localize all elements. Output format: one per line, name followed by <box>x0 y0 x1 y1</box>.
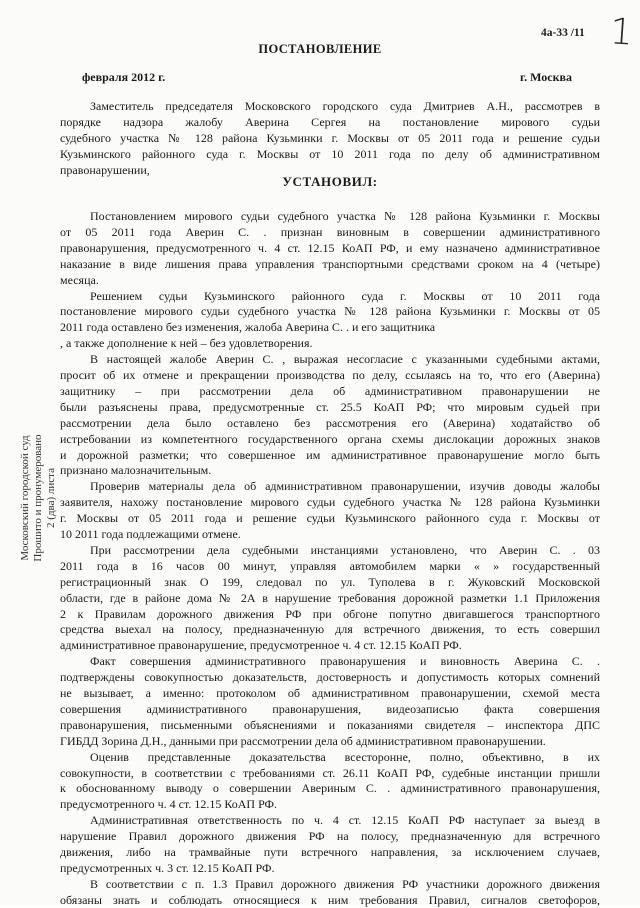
document-date: февраля 2012 г. <box>82 70 166 84</box>
text-line: Решением судьи Кузьминского районного суда г. Москвы от 10 2011 года <box>90 288 600 303</box>
text-line: были разъяснены права, предусмотренные ст. 25.5 КоАП РФ; что мировым судьей при <box>60 399 600 414</box>
text-line: Административная ответственность по ч. 4 ст. 12.15 КоАП РФ наступает за выезд в <box>90 813 600 828</box>
text-line: Кузьминского районного суда г. Москвы от 10 2011 года по делу об административном <box>60 146 600 161</box>
text-line: и дорожной разметки; что совершенное им административное правонарушение могло быть <box>60 447 600 462</box>
text-line: регистрационный знак О 199, следовал по ул. Туполева в г. Жуковский Московской <box>60 574 600 589</box>
text-line: Постановлением мирового судьи судебного участка № 128 района Кузьминки г. Москвы <box>90 209 600 223</box>
text-line: движения, либо на трамвайные пути встречного направления, за исключением случаев, <box>60 845 600 859</box>
text-line: г. Москвы от 05 2011 года и решение судьи Кузьминского районного суда г. Москвы от <box>60 511 600 526</box>
text-line: заявителя, нахожу постановление мирового судьи судебного участка № 128 района Кузьминки <box>60 495 600 510</box>
text-line: подтверждены совокупностью доказательств, достоверность и допустимость которых сомнений <box>60 670 600 685</box>
text-line: рассмотрении дела было оставлено без рассмотрения его (Аверина) ходатайство об <box>60 415 600 430</box>
document-title: ПОСТАНОВЛЕНИЕ <box>258 42 382 56</box>
text-line: 2011 года оставлено без изменения, жалоба Аверина С. . и его защитника <box>60 320 436 335</box>
text-line: не вызывает, а именно: протоколом об административном правонарушении, схемой места <box>60 686 600 700</box>
text-line: В соответствии с п. 1.3 Правил дорожного движения РФ участники дорожного движения <box>90 876 600 891</box>
text-line: совершения административного правонарушения, видеозаписью факта совершения <box>60 701 600 716</box>
section-heading: УСТАНОВИЛ: <box>282 174 378 189</box>
text-line: правонарушении, <box>60 162 150 177</box>
text-line: Оценив представленные доказательства всесторонне, полно, объективно, в их <box>90 749 600 764</box>
text-line: Проверив материалы дела об административном правонарушении, изучив доводы жалобы <box>90 479 600 494</box>
text-line: предусмотренных ч. 3 ст. 12.15 КоАП РФ. <box>60 860 275 875</box>
text-line: Факт совершения административного правонарушения и виновность Аверина С. . <box>90 654 600 669</box>
text-line: обязаны знать и соблюдать относящиеся к ним требования Правил, сигналов светофоров, <box>60 892 600 907</box>
text-line: наказание в виде лишения права управления транспортными средствами сроком на 4 (четыре) <box>60 256 600 271</box>
stamp-court: Московский городской суд <box>19 435 31 561</box>
text-line: 2 к Правилам дорожного движения РФ при обгоне попутно двигавшегося транспортного <box>60 606 600 621</box>
binding-stamp <box>14 434 62 562</box>
text-line: от 05 2011 года Аверин С. . признан виновным в совершении административного <box>60 224 600 239</box>
page-number-mark: 1 <box>608 11 635 54</box>
text-line: к обоснованному выводу о совершении Авериным С. . административного правонарушения, <box>60 781 600 796</box>
text-line: средства выехал на полосу, предназначенную для встречного движения, то есть совершил <box>60 622 600 637</box>
text-line: признано малозначительным. <box>60 463 212 478</box>
text-line: предусмотренного ч. 4 ст. 12.15 КоАП РФ. <box>60 797 278 812</box>
document-city: г. Москва <box>520 70 572 84</box>
text-line: нарушение Правил дорожного движения РФ на полосу, предназначенную для встречного <box>60 829 600 844</box>
text-line: защитнику – при рассмотрении дела об административном правонарушении не <box>60 383 600 398</box>
text-line: ГИБДД Зорина Д.Н., данными при рассмотрении дела об административном правонарушении. <box>60 733 546 748</box>
text-line: месяца. <box>60 272 99 287</box>
text-line: правонарушения, письменными объяснениями и показаниями свидетеля – инспектора ДПС <box>60 717 600 732</box>
text-line: порядке надзора жалобу Аверина Сергея на постановление мирового судьи <box>60 114 600 129</box>
text-line: судебного участка № 128 района Кузьминки г. Москвы от 05 2011 года и решение судьи <box>60 130 600 145</box>
text-line: постановление мирового судьи судебного участка № 128 района Кузьминки г. Москвы от 05 <box>60 304 600 319</box>
text-line: правонарушения, предусмотренного ч. 4 ст. 12.15 КоАП РФ, и ему назначено административное <box>60 240 600 255</box>
text-line: Заместитель председателя Московского городского суда Дмитриев А.Н., рассмотрев в <box>90 99 600 113</box>
text-line: 2011 года в 16 часов 00 минут, управляя автомобилем марки « » государственный <box>60 558 600 573</box>
text-line: совокупности, в соответствии с требованиями ст. 26.11 КоАП РФ, судебные инстанции пришли <box>60 765 600 780</box>
stamp-sewn: Прошито и пронумеровано <box>32 434 44 562</box>
text-line: административное правонарушение, предусмотренное ч. 4 ст. 12.15 КоАП РФ. <box>60 638 462 653</box>
text-line: В настоящей жалобе Аверин С. , выражая несогласие с указанными судебными актами, <box>90 352 600 367</box>
text-line: области, где в районе дома № 2А в нарушение требования дорожной разметки 1.1 Приложения <box>60 590 600 605</box>
text-line: просит об их отмене и прекращении производства по делу, ссылаясь на то, что его (Аверина) <box>60 368 600 382</box>
stamp-sheets: 2 (два) листа <box>45 468 57 528</box>
text-line: истребовании из компетентного государственного органа схемы дислокации дорожных знаков <box>60 431 600 446</box>
text-line: 10 2011 года подлежащими отмене. <box>60 527 241 541</box>
text-line: , а также дополнение к ней – без удовлетворения. <box>60 336 313 351</box>
text-line: При рассмотрении дела судебными инстанциями установлено, что Аверин С. . 03 <box>90 542 600 557</box>
case-number: 4а-33 /11 <box>541 27 585 39</box>
